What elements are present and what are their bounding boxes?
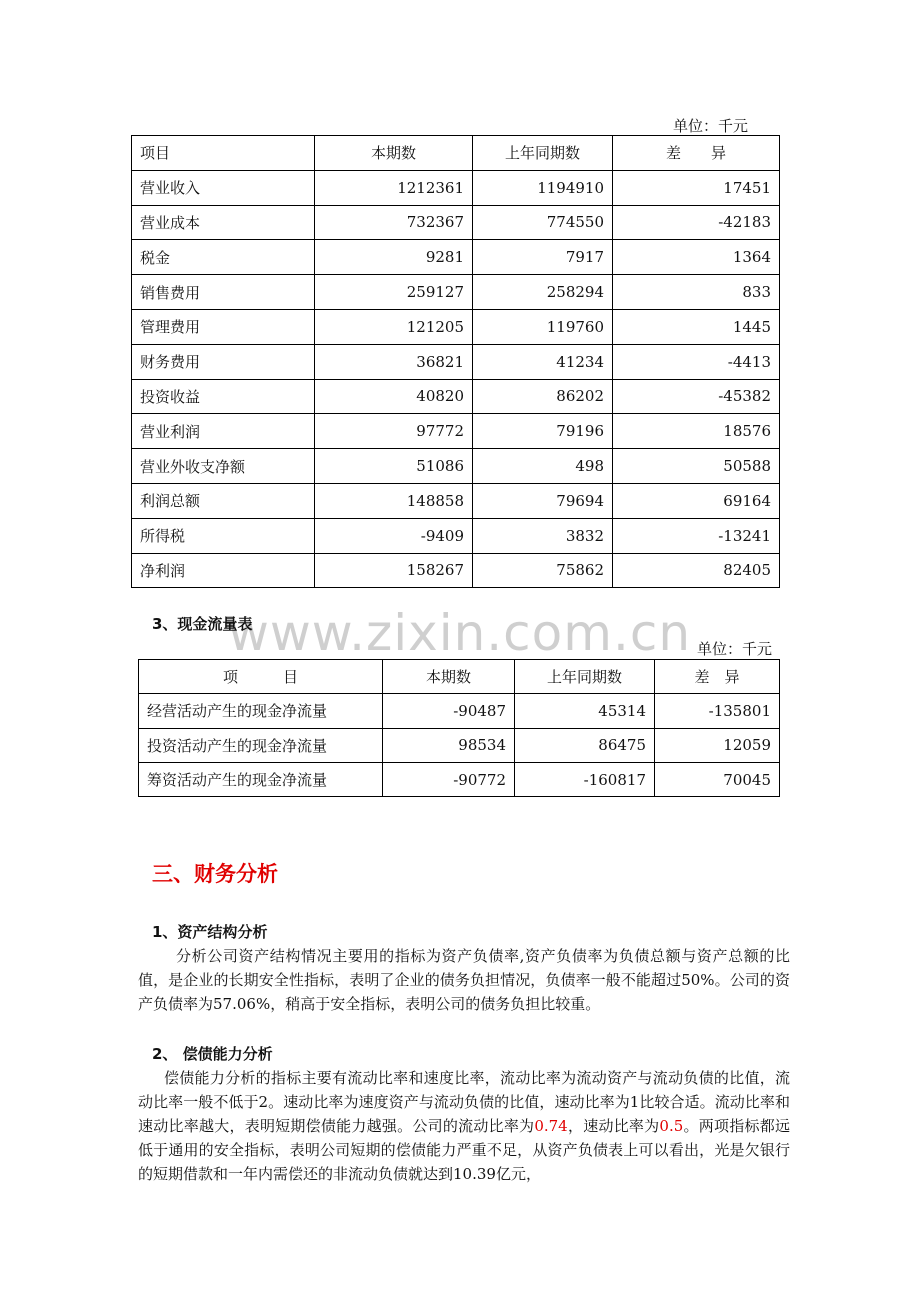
item-cell: 营业收入 <box>132 170 315 205</box>
item-cell: 营业成本 <box>132 205 315 240</box>
quick-ratio-value: 0.5 <box>659 1117 684 1135</box>
cashflow-table <box>138 659 780 797</box>
item-cell: 筹资活动产生的现金净流量 <box>139 762 383 796</box>
value-cell: 98534 <box>383 728 515 762</box>
column-header: 差 异 <box>655 660 780 694</box>
value-cell: -160817 <box>515 762 655 796</box>
column-header: 本期数 <box>383 660 515 694</box>
income-table <box>131 135 780 588</box>
value-cell: 9281 <box>315 240 473 275</box>
table2-unit: 单位：千元 <box>697 640 773 658</box>
table-row <box>132 379 780 414</box>
table-row <box>132 518 780 553</box>
value-cell: 79694 <box>473 483 613 518</box>
value-cell: 45314 <box>515 694 655 728</box>
table-header-row <box>132 136 780 171</box>
value-cell: 36821 <box>315 344 473 379</box>
value-cell: 40820 <box>315 379 473 414</box>
subsection-title: 2、 偿债能力分析 <box>152 1045 273 1063</box>
item-cell: 所得税 <box>132 518 315 553</box>
table-row <box>132 414 780 449</box>
value-cell: 82405 <box>613 553 780 588</box>
value-cell: 119760 <box>473 309 613 344</box>
value-cell: 86475 <box>515 728 655 762</box>
value-cell: 3832 <box>473 518 613 553</box>
item-cell: 管理费用 <box>132 309 315 344</box>
value-cell: -90772 <box>383 762 515 796</box>
column-header: 差 异 <box>613 136 780 171</box>
column-header: 上年同期数 <box>515 660 655 694</box>
value-cell: 1445 <box>613 309 780 344</box>
cashflow-title: 3、现金流量表 <box>152 615 253 633</box>
column-header: 本期数 <box>315 136 473 171</box>
item-cell: 利润总额 <box>132 483 315 518</box>
item-cell: 经营活动产生的现金净流量 <box>139 694 383 728</box>
value-cell: 259127 <box>315 275 473 310</box>
value-cell: 258294 <box>473 275 613 310</box>
value-cell: 7917 <box>473 240 613 275</box>
value-cell: -90487 <box>383 694 515 728</box>
value-cell: 70045 <box>655 762 780 796</box>
subsection-title: 1、资产结构分析 <box>152 923 268 941</box>
item-cell: 净利润 <box>132 553 315 588</box>
paragraph-text: 偿债能力分析的指标主要有流动比率和速度比率，流动比率为流动资产与流动负债的比值，流动比率一般不低于2。速动比率为速度资产与流动负债的比值，速动比率为1比较合适。流动比率和速动比率越大，表明短期偿债能力越强。公司的流动比率为 <box>138 1069 790 1135</box>
table-row <box>132 553 780 588</box>
section-title: 三、财务分析 <box>152 862 278 886</box>
table-row <box>139 762 780 796</box>
table-row <box>132 449 780 484</box>
value-cell: -4413 <box>613 344 780 379</box>
column-header: 项目 <box>132 136 315 171</box>
item-cell: 投资活动产生的现金净流量 <box>139 728 383 762</box>
value-cell: 17451 <box>613 170 780 205</box>
table-row <box>132 170 780 205</box>
table1-unit: 单位：千元 <box>673 117 749 135</box>
current-ratio-value: 0.74 <box>534 1117 568 1135</box>
paragraph-asset-structure: 分析公司资产结构情况主要用的指标为资产负债率,资产负债率为负债总额与资产总额的比值，是企业的长期安全性指标，表明了企业的债务负担情况，负债率一般不能超过50%。公司的资产负债率为57.06%，稍高于安全指标，表明公司的债务负担比较重。 <box>138 947 790 1013</box>
value-cell: 41234 <box>473 344 613 379</box>
value-cell: -13241 <box>613 518 780 553</box>
value-cell: 18576 <box>613 414 780 449</box>
value-cell: 12059 <box>655 728 780 762</box>
item-cell: 投资收益 <box>132 379 315 414</box>
value-cell: 121205 <box>315 309 473 344</box>
table-header-row <box>139 660 780 694</box>
value-cell: 833 <box>613 275 780 310</box>
value-cell: 97772 <box>315 414 473 449</box>
value-cell: 79196 <box>473 414 613 449</box>
value-cell: -45382 <box>613 379 780 414</box>
paragraph-text: 。两项指标都远低于通用的安全指标，表明公司短期的偿债能力严重不足，从资产负债表上可以看出，光是欠银行的短期借款和一年内需偿还的非流动负债就达到10.39亿元， <box>138 1117 790 1183</box>
value-cell: 51086 <box>315 449 473 484</box>
item-cell: 财务费用 <box>132 344 315 379</box>
table-row <box>132 344 780 379</box>
value-cell: 158267 <box>315 553 473 588</box>
item-cell: 税金 <box>132 240 315 275</box>
table-row <box>132 275 780 310</box>
value-cell: 774550 <box>473 205 613 240</box>
table-row <box>139 694 780 728</box>
value-cell: 75862 <box>473 553 613 588</box>
table-row <box>132 205 780 240</box>
column-header: 上年同期数 <box>473 136 613 171</box>
value-cell: 1364 <box>613 240 780 275</box>
value-cell: 1212361 <box>315 170 473 205</box>
value-cell: 69164 <box>613 483 780 518</box>
value-cell: 498 <box>473 449 613 484</box>
value-cell: 86202 <box>473 379 613 414</box>
value-cell: -135801 <box>655 694 780 728</box>
table-row <box>132 240 780 275</box>
value-cell: 732367 <box>315 205 473 240</box>
value-cell: 50588 <box>613 449 780 484</box>
table-row <box>139 728 780 762</box>
paragraph-solvency <box>138 1066 790 1186</box>
value-cell: 1194910 <box>473 170 613 205</box>
value-cell: 148858 <box>315 483 473 518</box>
item-cell: 营业利润 <box>132 414 315 449</box>
table-row <box>132 483 780 518</box>
paragraph-text: ，速动比率为 <box>567 1117 660 1135</box>
watermark: www.zixin.com.cn <box>228 604 692 662</box>
item-cell: 销售费用 <box>132 275 315 310</box>
item-cell: 营业外收支净额 <box>132 449 315 484</box>
column-header: 项 目 <box>139 660 383 694</box>
table-row <box>132 309 780 344</box>
value-cell: -42183 <box>613 205 780 240</box>
value-cell: -9409 <box>315 518 473 553</box>
